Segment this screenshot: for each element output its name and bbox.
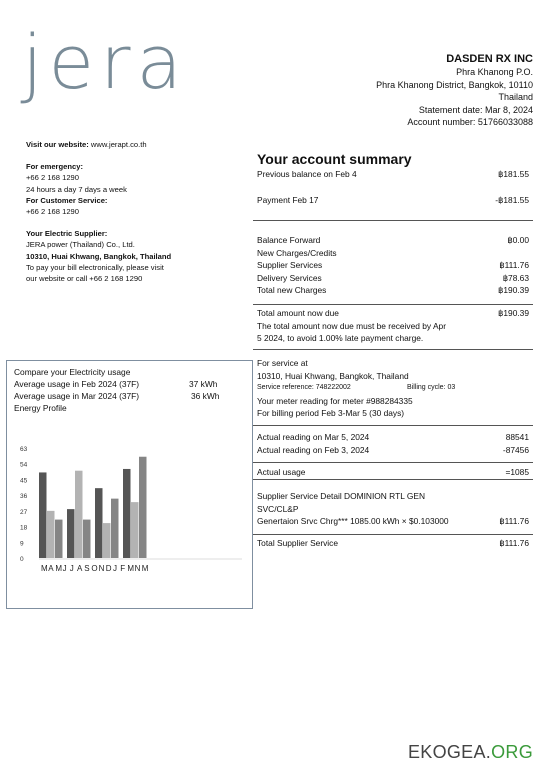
supplier-detail-1: Supplier Service Detail DOMINION RTL GEN (257, 491, 426, 501)
chart-bar (39, 472, 47, 558)
supplier-detail-block (257, 490, 529, 528)
divider (253, 220, 533, 221)
chart-bar (123, 469, 131, 558)
total-supplier-value: ฿111.76 (499, 538, 529, 548)
total-new-charges-label: Total new Charges (257, 285, 327, 296)
chart-bar (75, 471, 83, 558)
service-address: 10310, Huai Khwang, Bangkok, Thailand (257, 370, 409, 381)
supplier-address: 10310, Huai Khwang, Bangkok, Thailand (26, 251, 172, 261)
previous-balance-label: Previous balance on Feb 4 (257, 169, 357, 179)
x-tick-label: M (41, 564, 48, 573)
emergency-label: For emergency: (26, 162, 83, 172)
payment-value: -฿181.55 (495, 195, 529, 205)
chart-bar (103, 523, 111, 558)
supplier-services-value: ฿111.76 (499, 260, 529, 271)
x-tick-label: F (120, 564, 126, 573)
usage-comparison-box (6, 360, 253, 609)
divider (253, 425, 533, 426)
statement-date: Statement date: Mar 8, 2024 (418, 104, 533, 115)
delivery-services-value: ฿78.63 (502, 272, 529, 283)
actual-usage-label: Actual usage (257, 467, 306, 477)
chart-bar (139, 457, 147, 558)
feb-usage-label: Average usage in Feb 2024 (37F) (14, 379, 140, 389)
balance-forward-label: Balance Forward (257, 235, 321, 245)
mar-usage-label: Average usage in Mar 2024 (37F) (14, 391, 140, 401)
amount-due-value: ฿190.39 (498, 308, 529, 318)
x-tick-label: A (77, 564, 83, 573)
due-note-1: The total amount now due must be received by Apr (257, 320, 447, 331)
customer-name: DASDEN RX INC (446, 53, 533, 65)
total-supplier-label: Total Supplier Service (257, 538, 338, 548)
y-tick-label: 9 (20, 540, 24, 548)
amount-due-block (257, 307, 529, 345)
service-phone: +66 2 168 1290 (26, 207, 79, 217)
compare-title: Compare your Electricity usage (14, 367, 131, 377)
y-tick-label: 63 (20, 446, 28, 453)
customer-address-2: Phra Khanong District, Bangkok, 10110 (376, 79, 533, 90)
charges-block (257, 234, 529, 297)
customer-address-3: Thailand (498, 92, 533, 102)
divider (253, 534, 533, 535)
reading-mar-value: 88541 (505, 432, 529, 442)
website-link[interactable]: www.jerapt.co.th (90, 140, 147, 149)
delivery-services-label: Delivery Services (257, 272, 322, 283)
due-note-2: 5 2024, to avoid 1.00% late payment charge. (257, 333, 424, 344)
x-tick-label: N (98, 564, 105, 573)
divider (253, 349, 533, 350)
jera-logo: jera (22, 20, 188, 106)
divider (253, 479, 533, 480)
mar-usage-value: 36 kWh (191, 391, 220, 401)
supplier-detail-2: SVC/CL&P (257, 503, 299, 514)
y-tick-label: 36 (20, 493, 28, 501)
chart-bar (55, 520, 63, 558)
billing-period: For billing period Feb 3-Mar 5 (30 days) (257, 408, 405, 419)
chart-bar (83, 520, 91, 558)
chart-bar (131, 502, 139, 558)
emergency-phone: +66 2 168 1290 (26, 173, 79, 183)
energy-profile-label: Energy Profile (14, 403, 67, 413)
customer-block (376, 52, 533, 129)
usage-block (257, 466, 529, 479)
service-for-label: For service at (257, 358, 308, 368)
chart-bar (95, 488, 103, 558)
x-tick-label: M (141, 564, 149, 573)
contact-info (26, 139, 236, 284)
y-tick-label: 45 (20, 477, 28, 485)
meter-reading-label: Your meter reading for meter #988284335 (257, 395, 413, 406)
chart-bar (47, 511, 55, 558)
supplier-label: Your Electric Supplier: (26, 229, 108, 239)
payment-label: Payment Feb 17 (257, 195, 319, 205)
reading-mar-label: Actual reading on Mar 5, 2024 (257, 432, 370, 442)
y-tick-label: 54 (20, 461, 28, 469)
generation-charge-label: Genertaion Srvc Chrg*** 1085.00 kWh × $0.103000 (257, 516, 449, 527)
feb-usage-value: 37 kWh (189, 379, 218, 389)
amount-due-label: Total amount now due (257, 308, 339, 318)
total-new-charges-value: ฿190.39 (498, 285, 529, 296)
new-charges-label: New Charges/Credits (257, 247, 337, 258)
x-tick-label: J (62, 564, 67, 573)
supplier-services-label: Supplier Services (257, 260, 323, 271)
service-reference: Service reference: 748222002 (257, 384, 351, 392)
reading-feb-value: -87456 (502, 444, 529, 455)
x-tick-label: S (84, 564, 90, 573)
pay-line-2: our website or call +66 2 168 1290 (26, 274, 143, 284)
y-tick-label: 27 (20, 508, 28, 516)
payment-row-wrap (257, 194, 529, 207)
x-tick-label: A (48, 564, 54, 573)
balance-forward-value: ฿0.00 (507, 235, 529, 245)
x-tick-label: N (134, 564, 141, 573)
divider (253, 304, 533, 305)
total-supplier-block (257, 537, 529, 550)
emergency-hours: 24 hours a day 7 days a week (26, 184, 127, 194)
reading-feb-label: Actual reading on Feb 3, 2024 (257, 444, 370, 455)
x-tick-label: O (91, 564, 98, 573)
previous-balance-value: ฿181.55 (498, 169, 529, 179)
x-tick-label: J (113, 564, 117, 573)
chart-bar (111, 499, 119, 558)
pay-line-1: To pay your bill electronically, please visit (26, 262, 164, 272)
chart-bar (67, 509, 75, 558)
x-tick-label: M (127, 564, 135, 573)
service-label: For Customer Service: (26, 195, 108, 205)
ekogea-watermark: EKOGEA.ORG (407, 742, 533, 762)
x-tick-label: D (105, 564, 112, 573)
y-tick-label: 18 (20, 524, 28, 532)
energy-profile-chart (7, 431, 252, 606)
service-block (257, 357, 529, 420)
supplier-name: JERA power (Thailand) Co., Ltd. (26, 240, 135, 250)
x-tick-label: M (55, 564, 63, 573)
account-number: Account number: 51766033088 (407, 117, 533, 127)
x-tick-label: J (69, 564, 74, 573)
y-tick-label: 0 (20, 556, 24, 563)
customer-address-1: Phra Khanong P.O. (456, 67, 533, 77)
readings-block (257, 431, 529, 456)
account-summary (257, 151, 529, 181)
website-label: Visit our website: (26, 140, 89, 149)
billing-cycle: Billing cycle: 03 (407, 384, 456, 392)
generation-charge-value: ฿111.76 (499, 516, 529, 527)
summary-title: Your account summary (257, 151, 412, 167)
actual-usage-value: =1085 (505, 467, 529, 477)
divider (253, 462, 533, 463)
